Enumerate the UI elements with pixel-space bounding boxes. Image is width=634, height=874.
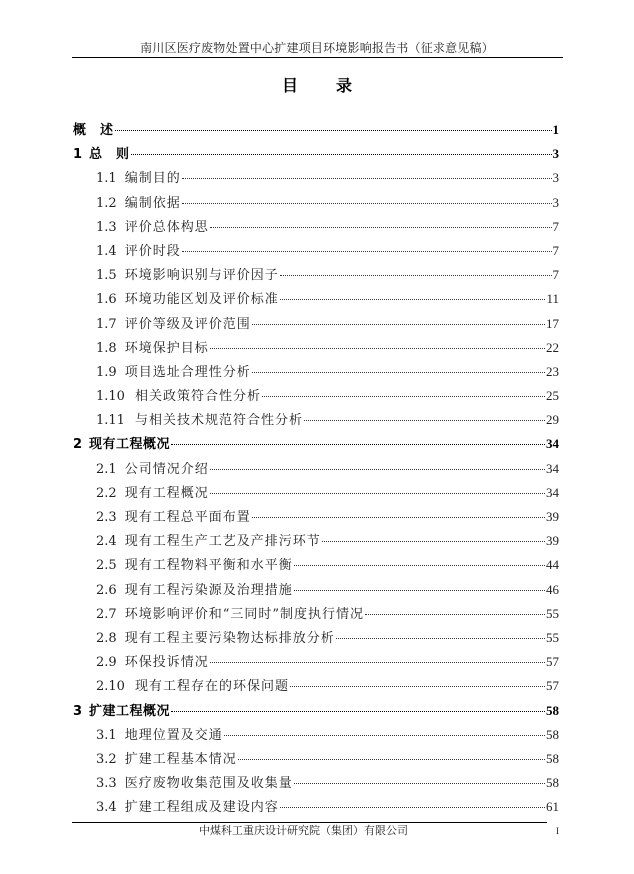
dot-leader — [304, 420, 545, 421]
toc-entry-number: 2.6 — [96, 582, 117, 598]
toc-entry-label: 总 则 — [89, 147, 130, 163]
toc-entry-number: 2.7 — [96, 606, 117, 622]
toc-entry-label: 编制依据 — [124, 195, 181, 211]
toc-entry-page: 23 — [546, 363, 559, 379]
toc-entry-number: 3.3 — [96, 776, 117, 792]
dot-leader — [252, 372, 545, 373]
toc-entry-number: 2.10 — [96, 679, 125, 695]
toc-entry-page: 1 — [552, 122, 559, 137]
toc-entry-number: 2 — [73, 437, 83, 453]
dot-leader — [365, 614, 545, 615]
toc-entry[interactable] — [73, 385, 559, 409]
toc-entry-page: 11 — [546, 291, 559, 307]
toc-entry-page: 58 — [546, 726, 559, 742]
toc-entry-page: 3 — [552, 146, 559, 162]
dot-leader — [171, 444, 545, 445]
toc-entry[interactable] — [73, 216, 559, 240]
toc-entry-number: 2.8 — [96, 630, 117, 646]
toc-entry-label: 现有工程总平面布置 — [124, 510, 251, 525]
toc-entry[interactable] — [73, 675, 559, 699]
toc-entry-page: 7 — [552, 242, 559, 258]
toc-entry[interactable] — [73, 700, 559, 724]
toc-entry-page: 61 — [546, 799, 559, 815]
header-rule — [72, 57, 563, 58]
toc-entry[interactable] — [73, 724, 559, 748]
toc-entry[interactable] — [73, 119, 559, 143]
dot-leader — [131, 154, 552, 155]
toc-entry[interactable] — [73, 361, 559, 385]
dot-leader — [294, 590, 545, 591]
running-footer: 中煤科工重庆设计研究院（集团）有限公司 — [199, 824, 408, 837]
toc-entry[interactable] — [73, 579, 559, 603]
toc-entry-label: 现有工程概况 — [124, 485, 209, 501]
toc-entry-number: 3 — [73, 703, 83, 719]
toc-entry-label: 扩建工程组成及建设内容 — [124, 800, 279, 816]
toc-entry[interactable] — [73, 409, 559, 433]
dot-leader — [224, 735, 545, 736]
dot-leader — [210, 469, 545, 470]
footer-rule — [72, 822, 547, 823]
toc-entry-page: 39 — [546, 533, 559, 549]
toc-entry[interactable] — [73, 627, 559, 651]
dot-leader — [182, 178, 552, 179]
toc-entry-label: 评价等级及评价范围 — [124, 316, 251, 332]
toc-entry-label: 环境功能区划及评价标准 — [124, 292, 279, 308]
toc-entry-page: 55 — [546, 605, 559, 621]
toc-entry-number: 1.8 — [96, 340, 117, 356]
toc-entry[interactable] — [73, 796, 559, 820]
dot-leader — [252, 517, 545, 518]
toc-entry[interactable] — [73, 433, 559, 457]
toc-entry[interactable] — [73, 772, 559, 796]
dot-leader — [171, 711, 545, 712]
toc-entry-number: 2.2 — [96, 485, 117, 501]
toc-entry-page: 57 — [546, 678, 559, 694]
toc-entry[interactable] — [73, 506, 559, 530]
dot-leader — [280, 275, 552, 276]
toc-entry-page: 34 — [546, 460, 559, 476]
toc-entry-number: 1.11 — [96, 413, 125, 429]
toc-entry-label: 现有工程主要污染物达标排放分析 — [124, 630, 335, 646]
toc-entry-label: 环保投诉情况 — [124, 655, 209, 671]
toc-entry-page: 58 — [546, 702, 559, 718]
dot-leader — [115, 130, 552, 131]
toc-entry-page: 34 — [546, 484, 559, 500]
toc-entry-label: 编制目的 — [124, 171, 181, 187]
toc-entry-label: 概 述 — [73, 123, 114, 138]
toc-entry-page: 7 — [552, 218, 559, 234]
toc-entry-number: 2.1 — [96, 461, 117, 477]
toc-entry-number: 1.5 — [96, 268, 117, 284]
toc-entry-page: 39 — [546, 509, 559, 524]
toc-entry-number: 1.10 — [96, 389, 125, 405]
dot-leader — [294, 565, 545, 566]
toc-entry-page: 58 — [546, 750, 559, 766]
toc-entry[interactable] — [73, 458, 559, 482]
toc-entry-label: 环境影响评价和“三同时”制度执行情况 — [124, 606, 364, 622]
toc-entry[interactable] — [73, 337, 559, 361]
dot-leader — [336, 638, 545, 639]
toc-entry[interactable] — [73, 530, 559, 554]
dot-leader — [210, 493, 545, 494]
toc-entry-label: 与相关技术规范符合性分析 — [134, 413, 303, 429]
toc-entry-number: 1.3 — [96, 219, 117, 235]
page-number: I — [556, 826, 559, 836]
toc-entry-page: 3 — [552, 194, 559, 210]
toc-entry-number: 1.7 — [96, 316, 117, 332]
toc-entry-number: 2.5 — [96, 558, 117, 574]
toc-entry-label: 现有工程物料平衡和水平衡 — [124, 558, 293, 574]
toc-entry-number: 3.2 — [96, 751, 117, 767]
toc-entry-page: 58 — [546, 775, 559, 791]
toc-entry-number: 3.4 — [96, 800, 117, 816]
dot-leader — [210, 348, 545, 349]
toc-entry-page: 29 — [546, 412, 559, 428]
toc-entry[interactable] — [73, 554, 559, 578]
toc-entry[interactable] — [73, 264, 559, 288]
toc-entry-number: 1 — [73, 147, 83, 163]
toc-entry-page: 22 — [546, 339, 559, 355]
toc-entry-page: 17 — [546, 315, 559, 331]
toc-entry[interactable] — [73, 603, 559, 627]
toc-entry[interactable] — [73, 651, 559, 675]
dot-leader — [322, 541, 545, 542]
toc-entry-label: 环境影响识别与评价因子 — [124, 268, 279, 284]
toc-entry-page: 7 — [552, 267, 559, 283]
toc-entry-label: 环境保护目标 — [124, 340, 209, 356]
toc-entry[interactable] — [73, 288, 559, 312]
toc-entry-number: 2.3 — [96, 510, 117, 525]
toc-entry-number: 1.1 — [96, 171, 117, 187]
toc-entry-page: 3 — [552, 170, 559, 186]
table-of-contents — [73, 119, 559, 820]
dot-leader — [280, 807, 545, 808]
toc-entry-number: 2.4 — [96, 534, 117, 550]
toc-entry[interactable] — [73, 143, 559, 167]
toc-entry[interactable] — [73, 192, 559, 216]
toc-entry-number: 1.6 — [96, 292, 117, 308]
toc-entry-page: 25 — [546, 388, 559, 404]
toc-entry-number: 3.1 — [96, 727, 117, 743]
dot-leader — [252, 324, 545, 325]
toc-title — [0, 76, 634, 96]
running-header: 南川区医疗废物处置中心扩建项目环境影响报告书（征求意见稿） — [140, 41, 494, 55]
dot-leader — [294, 783, 545, 784]
dot-leader — [182, 251, 552, 252]
dot-leader — [182, 203, 552, 204]
toc-entry-label: 现有工程存在的环保问题 — [134, 679, 289, 695]
toc-entry-label: 现有工程概况 — [89, 437, 171, 453]
toc-entry[interactable] — [73, 313, 559, 337]
toc-entry-number: 1.2 — [96, 195, 117, 211]
toc-entry[interactable] — [73, 482, 559, 506]
dot-leader — [262, 396, 545, 397]
toc-entry-label: 地理位置及交通 — [124, 727, 223, 743]
toc-entry[interactable] — [73, 748, 559, 772]
toc-entry-label: 扩建工程概况 — [89, 703, 171, 719]
dot-leader — [280, 299, 546, 300]
toc-entry-label: 现有工程污染源及治理措施 — [124, 582, 293, 598]
toc-title-part2: 录 — [336, 76, 353, 95]
toc-entry-page: 34 — [546, 436, 559, 452]
toc-entry-label: 医疗废物收集范围及收集量 — [124, 776, 293, 792]
dot-leader — [210, 227, 552, 228]
toc-entry-label: 现有工程生产工艺及产排污环节 — [124, 534, 321, 550]
toc-entry-label: 相关政策符合性分析 — [134, 389, 261, 405]
toc-entry-label: 公司情况介绍 — [124, 461, 209, 477]
toc-entry-page: 44 — [546, 557, 559, 573]
toc-entry-number: 1.4 — [96, 243, 117, 259]
toc-entry[interactable] — [73, 240, 559, 264]
toc-entry-label: 扩建工程基本情况 — [124, 751, 237, 767]
dot-leader — [210, 662, 545, 663]
dot-leader — [238, 759, 545, 760]
toc-entry-page: 46 — [546, 581, 559, 597]
toc-entry-page: 57 — [546, 654, 559, 670]
toc-entry-label: 评价时段 — [124, 243, 181, 259]
dot-leader — [290, 686, 545, 687]
toc-entry-page: 55 — [546, 629, 559, 645]
toc-title-part1: 目 — [281, 76, 298, 95]
toc-entry[interactable] — [73, 167, 559, 191]
toc-entry-number: 1.9 — [96, 364, 117, 380]
toc-entry-label: 项目选址合理性分析 — [124, 364, 251, 380]
toc-entry-label: 评价总体构思 — [124, 219, 209, 235]
toc-entry-number: 2.9 — [96, 655, 117, 671]
